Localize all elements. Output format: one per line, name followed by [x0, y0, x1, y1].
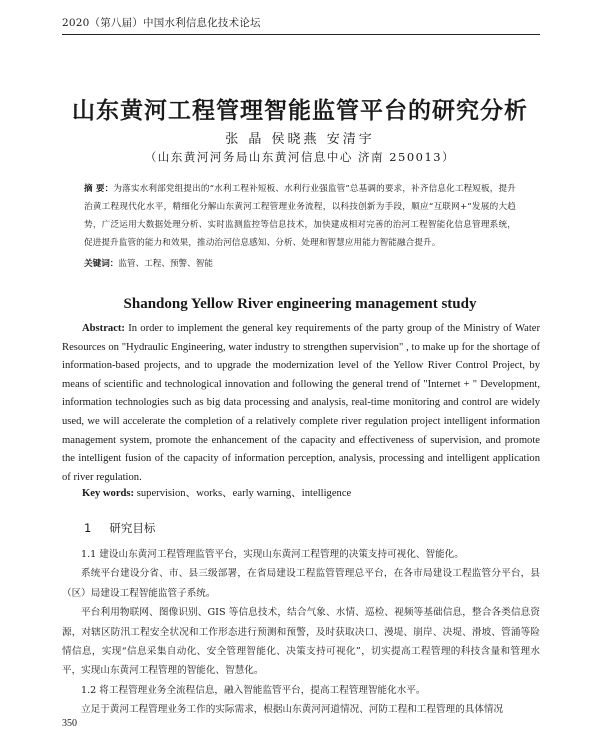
english-keywords-label: Key words:: [82, 488, 135, 499]
page-number: 350: [62, 718, 77, 729]
chinese-keywords-label: 关键词：: [84, 259, 119, 269]
chinese-abstract-text: 为落实水利部党组提出的“水利工程补短板、水利行业强监管”总基调的要求，补齐信息化工程短板，提升治黄工程现代化水平，精细化分解山东黄河工程管理业务流程，以科技创新为手段，顺应“互联网+”发展的大趋势，广泛运用大数据处理分析、实时监测监控等信息技术，加快建成相对完善的治河工程智能化信息管理系统，促进提升监管的能力和效果，推动治河信息感知、分析、处理和智慧应用能力智能融合提升。: [84, 184, 516, 248]
english-abstract: [62, 320, 540, 487]
section-heading: [84, 520, 155, 536]
english-abstract-label: Abstract:: [82, 323, 125, 334]
body-paragraph: 平台利用物联网、图像识别、GIS 等信息技术，结合气象、水情、巡检、视频等基础信息，整合各类信息资源，对辖区防汛工程安全状况和工作形态进行预测和预警，及时获取决口、漫堤、崩岸、决堤、滑坡、管涌等险情信息，实现“信息采集自动化、安全管理智能化、决策支持可视化”，切实提高工程管理的科技含量和管理水平，实现山东黄河工程管理的智能化、智慧化。: [62, 607, 540, 677]
body-paragraph: 立足于黄河工程管理业务工作的实际需求，根据山东黄河河道情况、河防工程和工程管理的具体情况: [81, 704, 504, 716]
english-keywords-text: supervision、works、early warning、intelligence: [136, 488, 352, 499]
chinese-abstract: [84, 180, 516, 252]
body-text: [62, 545, 540, 720]
english-abstract-text: In order to implement the general key requirements of the party group of the Ministry of Water Resources on "Hydraulic Engineering, water industry to strengthen supervision" , to make up for the shortage of information-based projects, and to upgrade the modernization level of the Yellow River Control Project, by means of scientific and technological innovation and following the general trend of "Internet + " Development, information technologies such as big data processing and analysis, real-time monitoring and control are widely used, we will accelerate the completion of a relatively complete river regulation project intelligent information management system, promote the enhancement of the capacity and effectiveness of supervision, and promote the intelligent fusion of the capacity of information perception, analysis, processing and intelligent application of river regulation.: [62, 323, 540, 483]
section-title: 研究目标: [109, 521, 156, 535]
body-paragraph: 1.1 建设山东黄河工程管理监管平台，实现山东黄河工程管理的决策支持可视化、智能化。: [81, 549, 464, 560]
english-title: Shandong Yellow River engineering management study: [123, 296, 477, 312]
chinese-keywords-text: 监管、工程、预警、智能: [118, 259, 213, 269]
header-rule: [62, 34, 540, 35]
body-paragraph: 系统平台建设分省、市、县三级部署，在省局建设工程监管管理总平台，在各市局建设工程监管分平台，县（区）局建设工程智能监管子系统。: [62, 568, 540, 599]
running-header: 2020（第八届）中国水利信息化技术论坛: [62, 17, 261, 29]
paper-title: 山东黄河工程管理智能监管平台的研究分析: [72, 98, 528, 124]
english-keywords: [82, 486, 542, 502]
affiliation: （山东黄河河务局山东黄河信息中心 济南 250013）: [144, 150, 456, 164]
chinese-keywords: [84, 255, 516, 273]
authors: 张 晶 侯晓燕 安清宇: [225, 132, 375, 147]
chinese-abstract-label: 摘 要：: [84, 184, 114, 194]
section-number: 1: [84, 521, 92, 535]
body-paragraph: 1.2 将工程管理业务全流程信息，融入智能监管平台，提高工程管理智能化水平。: [81, 684, 426, 696]
